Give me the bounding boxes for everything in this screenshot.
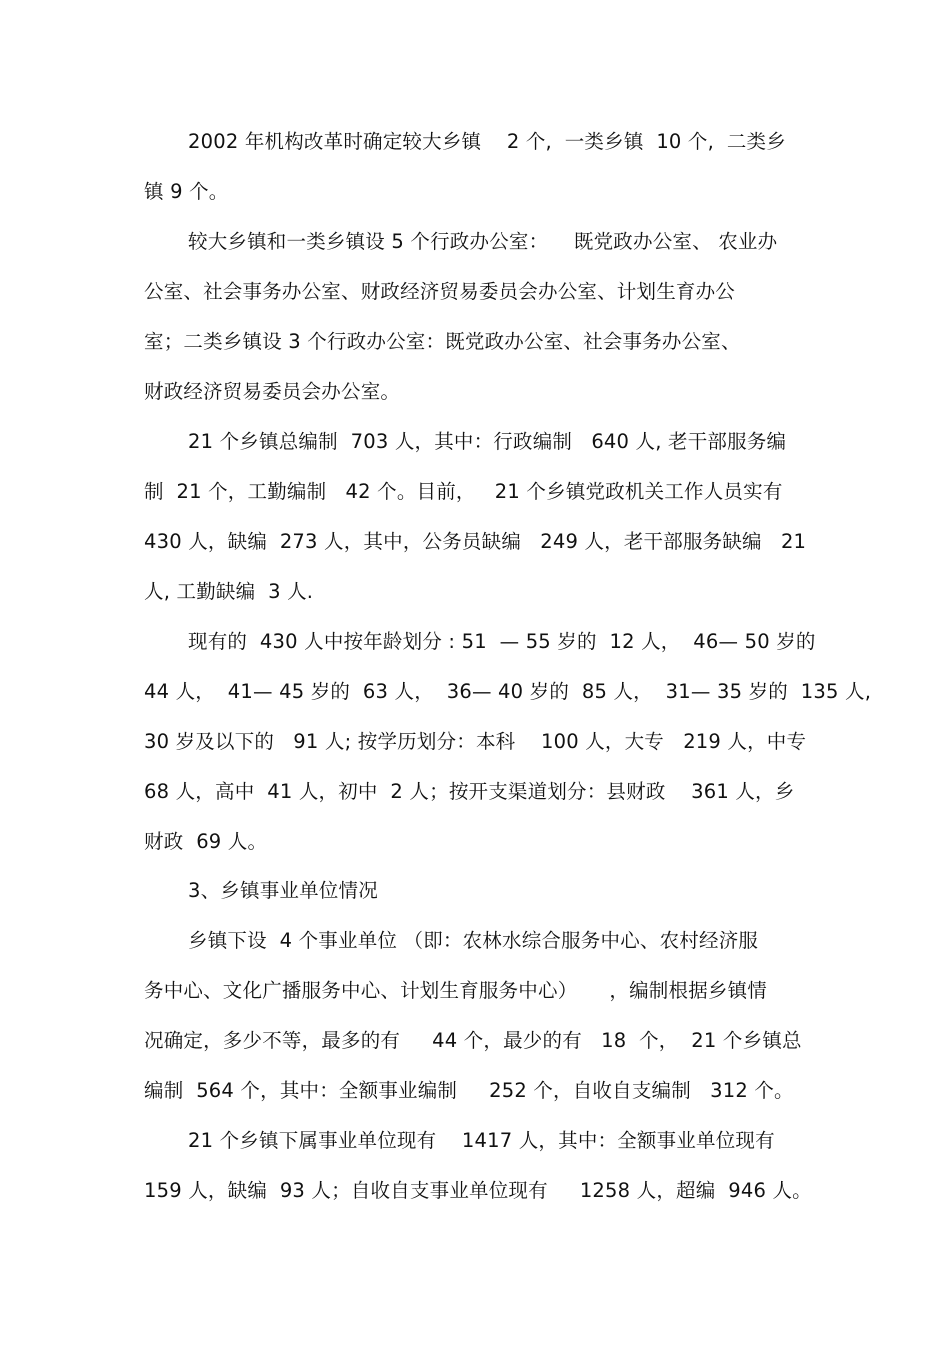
text-line-4: 公室、社会事务办公室、财政经济贸易委员会办公室、计划生育办公 xyxy=(144,280,736,303)
text-line-14: 68 人，高中 41 人，初中 2 人；按开支渠道划分：县财政 361 人，乡 xyxy=(144,780,795,803)
text-line-18: 务中心、文化广播服务中心、计划生育服务中心） ，编制根据乡镇情 xyxy=(144,979,767,1002)
text-line-19: 况确定，多少不等，最多的有 44 个，最少的有 18 个， 21 个乡镇总 xyxy=(144,1029,802,1052)
text-line-9: 430 人，缺编 273 人，其中，公务员缺编 249 人，老干部服务缺编 21 xyxy=(144,530,807,553)
section-heading: 3、乡镇事业单位情况 xyxy=(188,879,378,902)
text-line-6: 财政经济贸易委员会办公室。 xyxy=(144,380,401,403)
text-line-12: 44 人， 41— 45 岁的 63 人， 36— 40 岁的 85 人， 31— 35 岁的 135 人, xyxy=(144,680,872,703)
text-line-5: 室；二类乡镇设 3 个行政办公室：既党政办公室、社会事务办公室、 xyxy=(144,330,741,353)
text-line-21: 21 个乡镇下属事业单位现有 1417 人，其中：全额事业单位现有 xyxy=(188,1129,775,1152)
text-line-17: 乡镇下设 4 个事业单位 （即：农林水综合服务中心、农村经济服 xyxy=(188,929,759,952)
text-line-10: 人, 工勤缺编 3 人. xyxy=(144,580,314,603)
text-line-22: 159 人，缺编 93 人；自收自支事业单位现有 1258 人，超编 946 人。 xyxy=(144,1179,812,1202)
text-line-15: 财政 69 人。 xyxy=(144,830,268,853)
text-line-7: 21 个乡镇总编制 703 人，其中：行政编制 640 人, 老干部服务编 xyxy=(188,430,787,453)
text-line-3: 较大乡镇和一类乡镇设 5 个行政办公室： 既党政办公室、 农业办 xyxy=(188,230,778,253)
text-line-11: 现有的 430 人中按年龄划分 : 51 — 55 岁的 12 人， 46— 50 岁的 xyxy=(188,630,816,653)
text-line-8: 制 21 个，工勤编制 42 个。目前， 21 个乡镇党政机关工作人员实有 xyxy=(144,480,783,503)
text-line-2: 镇 9 个。 xyxy=(144,180,229,203)
text-line-1: 2002 年机构改革时确定较大乡镇 2 个, 一类乡镇 10 个, 二类乡 xyxy=(188,130,786,153)
text-line-13: 30 岁及以下的 91 人; 按学历划分：本科 100 人，大专 219 人，中专 xyxy=(144,730,807,753)
text-line-20: 编制 564 个，其中：全额事业编制 252 个，自收自支编制 312 个。 xyxy=(144,1079,794,1102)
